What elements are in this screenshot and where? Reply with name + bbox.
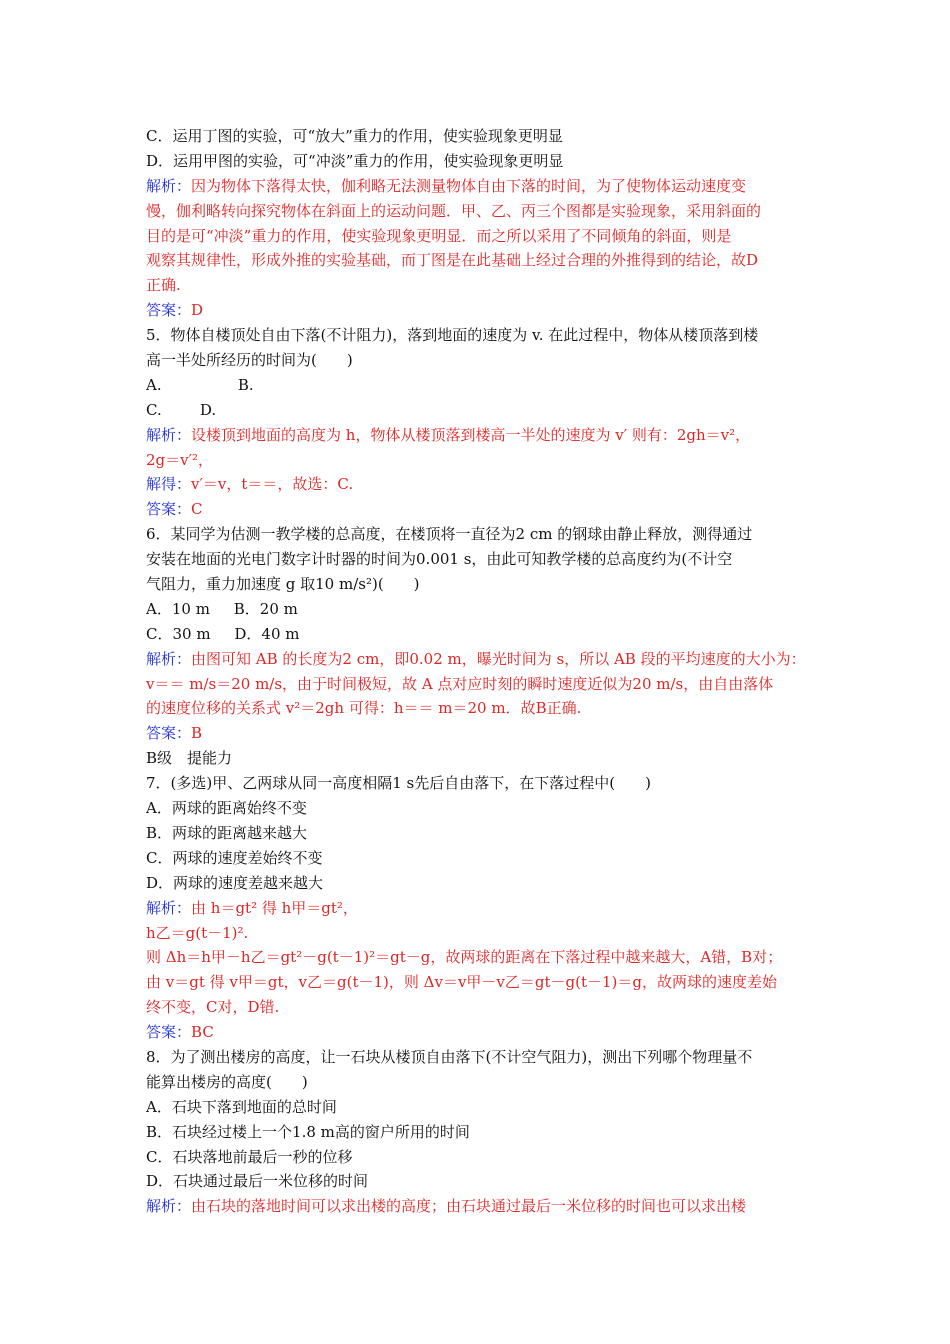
text-line: D．运用甲图的实验，可“冲淡”重力的作用，使实验现象更明显 [146, 151, 564, 170]
analysis-line: 由 v＝gt 得 v甲＝gt，v乙＝g(t－1)，则 Δv＝v甲－v乙＝gt－g(t－1)＝g，故两球的速度差始 [146, 973, 777, 992]
text-line: D．两球的速度差越来越大 [146, 873, 324, 892]
text-line: B．石块经过楼上一个1.8 m高的窗户所用的时间 [146, 1122, 470, 1141]
answer-value: BC [191, 1023, 214, 1042]
answer-line [146, 721, 812, 746]
text-line: 能算出楼房的高度( ) [146, 1072, 308, 1091]
answer-line [146, 298, 812, 323]
text-line: C．运用丁图的实验，可“放大”重力的作用，使实验现象更明显 [146, 127, 563, 145]
analysis-line: 目的是可“冲淡”重力的作用，使实验现象更明显．而之所以采用了不同倾角的斜面，则是 [146, 226, 732, 245]
text-line: 6．某同学为估测一教学楼的总高度，在楼顶将一直径为2 cm 的钢球由静止释放，测得通过 [146, 525, 753, 544]
text-line: 5．物体自楼顶处自由下落(不计阻力)，落到地面的速度为 v. 在此过程中，物体从楼顶落到楼 [146, 326, 759, 345]
analysis-line: 慢，伽利略转向探究物体在斜面上的运动问题．甲、乙、丙三个图都是实验现象，采用斜面的 [146, 201, 762, 220]
answer-value: C [191, 500, 203, 519]
analysis-line [146, 174, 812, 199]
analysis-label: 解析： [146, 176, 192, 195]
analysis-line: v＝＝ m/s＝20 m/s，由于时间极短，故 A 点对应时刻的瞬时速度近似为20 m/s，由自由落体 [146, 674, 774, 693]
analysis-text: 因为物体下落得太快，伽利略无法测量物体自由下落的时间，为了使物体运动速度变 [191, 176, 747, 195]
analysis-line: 2g＝v′²， [146, 450, 214, 469]
text-line: A．两球的距离始终不变 [146, 799, 307, 818]
analysis-text: 由图可知 AB 的长度为2 cm，即0.02 m，曝光时间为 s，所以 AB 段的平均速度的大小为： [191, 649, 806, 668]
analysis-label: 解得： [146, 475, 192, 494]
answer-line [146, 1020, 812, 1045]
answer-label: 答案： [146, 500, 192, 519]
document-page [146, 124, 812, 1219]
text-line: A．石块下落到地面的总时间 [146, 1097, 337, 1116]
answer-line [146, 497, 812, 522]
answer-label: 答案： [146, 1023, 192, 1042]
analysis-label: 解析： [146, 898, 192, 917]
analysis-label: 解析： [146, 1197, 192, 1216]
text-line: D．石块通过最后一米位移的时间 [146, 1172, 369, 1191]
analysis-text: 由 h＝gt² 得 h甲＝gt²， [191, 898, 358, 917]
text-line: 8．为了测出楼房的高度，让一石块从楼顶自由落下(不计空气阻力)，测出下列哪个物理量不 [146, 1047, 753, 1066]
analysis-line: 的速度位移的关系式 v²＝2gh 可得：h＝＝ m＝20 m．故B正确. [146, 699, 582, 718]
text-line: A. B. [146, 375, 254, 394]
text-line: A．10 m B．20 m [146, 599, 298, 618]
text-line: C．30 m D．40 m [146, 624, 300, 643]
text-line: C．石块落地前最后一秒的位移 [146, 1147, 353, 1166]
analysis-line [146, 423, 812, 448]
analysis-line [146, 1194, 812, 1219]
analysis-text: 设楼顶到地面的高度为 h，物体从楼顶落到楼高一半处的速度为 v′ 则有：2gh＝v²， [191, 425, 751, 444]
analysis-line: h乙＝g(t－1)². [146, 923, 249, 942]
analysis-line: 观察其规律性，形成外推的实验基础，而丁图是在此基础上经过合理的外推得到的结论，故D [146, 251, 759, 270]
analysis-line: 终不变，C对，D错. [146, 998, 280, 1017]
analysis-text: v′＝v，t＝＝，故选：C. [191, 475, 354, 494]
analysis-line [146, 647, 812, 672]
analysis-line: 正确. [146, 276, 181, 295]
text-line: 高一半处所经历的时间为( ) [146, 351, 353, 370]
text-line: C．两球的速度差始终不变 [146, 848, 323, 867]
answer-label: 答案： [146, 301, 192, 320]
analysis-text: 由石块的落地时间可以求出楼的高度；由石块通过最后一米位移的时间也可以求出楼 [191, 1197, 747, 1216]
analysis-label: 解析： [146, 425, 192, 444]
analysis-line [146, 472, 812, 497]
analysis-line [146, 896, 812, 921]
analysis-label: 解析： [146, 649, 192, 668]
text-line: B．两球的距离越来越大 [146, 823, 308, 842]
answer-value: B [191, 724, 203, 743]
analysis-line: 则 Δh＝h甲－h乙＝gt²－g(t－1)²＝gt－g，故两球的距离在下落过程中越来越大，A错，B对； [146, 948, 783, 967]
text-line: 安装在地面的光电门数字计时器的时间为0.001 s，由此可知教学楼的总高度约为(不计空 [146, 550, 733, 569]
answer-label: 答案： [146, 724, 192, 743]
answer-value: D [191, 301, 204, 320]
text-line: C. D. [146, 400, 217, 419]
text-line: B级 提能力 [146, 749, 233, 768]
text-line: 气阻力，重力加速度 g 取10 m/s²)( ) [146, 575, 420, 594]
text-line: 7．(多选)甲、乙两球从同一高度相隔1 s先后自由落下，在下落过程中( ) [146, 774, 651, 793]
